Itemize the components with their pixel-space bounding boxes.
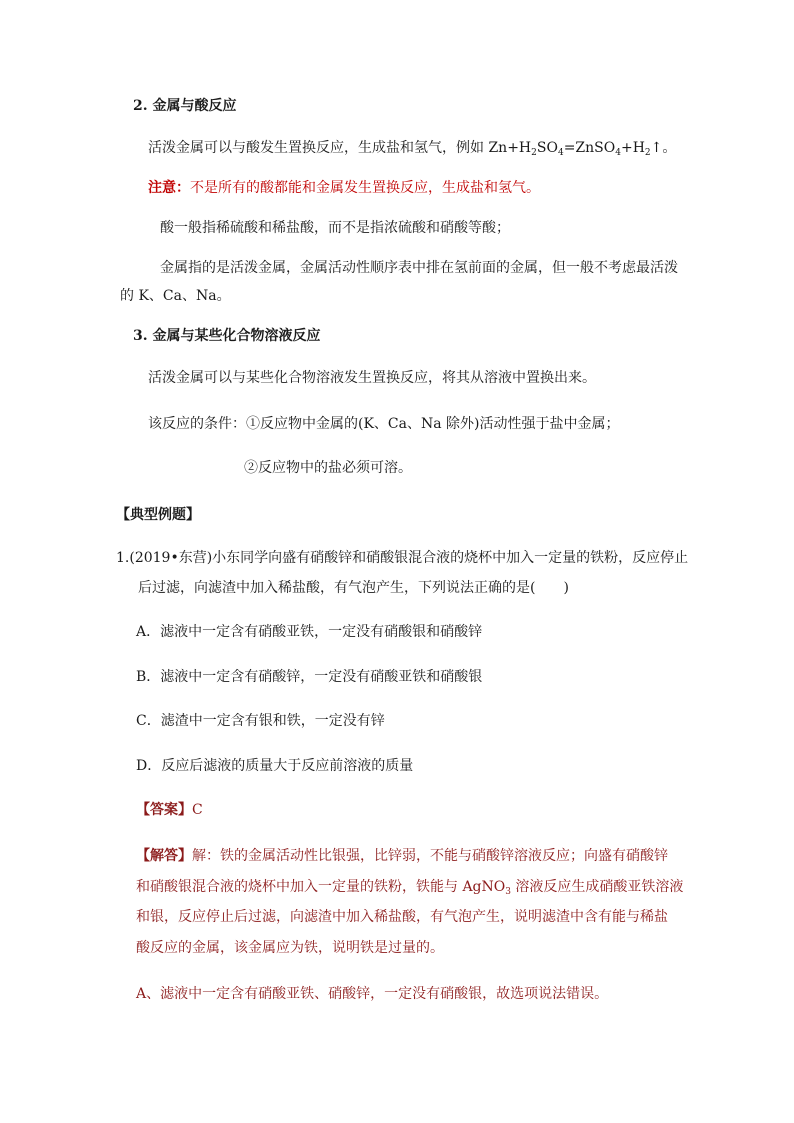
analysis-a: A、滤液中一定含有硝酸亚铁、硝酸锌，一定没有硝酸银，故选项说法错误。 [136,986,609,1002]
subscript: 4 [615,148,621,158]
note-acid: 酸一般指稀硫酸和稀盐酸，而不是指浓硫酸和硝酸等酸； [160,220,510,236]
text-run: ↑。 [650,140,677,156]
section-2-paragraph [148,138,676,158]
option-d: D．反应后滤液的质量大于反应前溶液的质量 [136,758,414,774]
subscript: 2 [531,148,537,158]
answer-line [136,800,203,820]
condition-2: ②反应物中的盐必须可溶。 [244,460,412,476]
section-2-heading: 2. 金属与酸反应 [133,98,237,114]
text-run: 和硝酸银混合液的烧杯中加入一定量的铁粉，铁能与 AgNO [136,879,506,895]
text-run: 溶液反应生成硝酸亚铁溶液 [510,879,684,895]
solution-line4: 酸反应的金属，该金属应为铁，说明铁是过量的。 [136,940,444,956]
option-b: B．滤液中一定含有硝酸锌，一定没有硝酸亚铁和硝酸银 [136,669,483,685]
subscript: 2 [644,148,651,158]
solution-label: 【解答】 [136,848,192,864]
subscript: 3 [505,887,511,897]
question-line1: 1.(2019•东营)小东同学向盛有硝酸锌和硝酸银混合液的烧杯中加入一定量的铁粉，反应停止 [116,550,689,566]
solution-line3: 和银，反应停止后过滤，向滤渣中加入稀盐酸，有气泡产生，说明滤渣中含有能与稀盐 [136,909,668,925]
answer-label: 【答案】 [136,802,192,818]
section-3-paragraph: 活泼金属可以与某些化合物溶液发生置换反应，将其从溶液中置换出来。 [148,370,596,386]
text-run: =ZnSO [563,140,616,156]
option-c: C．滤渣中一定含有银和铁，一定没有锌 [136,713,385,729]
examples-heading: 【典型例题】 [116,507,200,523]
text-run: 解：铁的金属活动性比银强，比锌弱，不能与硝酸锌溶液反应；向盛有硝酸锌 [192,848,668,864]
note-metal-line2: 的 K、Ca、Na。 [120,288,231,304]
text-run: SO [536,140,558,156]
option-a: A．滤液中一定含有硝酸亚铁，一定没有硝酸银和硝酸锌 [136,624,483,640]
solution-line1 [136,846,668,866]
note-line [148,178,540,198]
text-run: +H [620,140,645,156]
text-run: 活泼金属可以与酸发生置换反应，生成盐和氢气，例如 Zn+H [148,140,532,156]
condition-1: 该反应的条件：①反应物中金属的(K、Ca、Na 除外)活动性强于盐中金属； [148,416,620,432]
note-metal-line1: 金属指的是活泼金属，金属活动性顺序表中排在氢前面的金属，但一般不考虑最活泼 [160,260,678,276]
question-line2: 后过滤，向滤渣中加入稀盐酸，有气泡产生，下列说法正确的是( ) [138,580,569,596]
solution-line2 [136,877,683,897]
answer-value: C [192,802,203,818]
subscript: 4 [557,148,564,158]
section-3-heading: 3. 金属与某些化合物溶液反应 [133,328,321,344]
note-label: 注意： [148,180,190,196]
note-text: 不是所有的酸都能和金属发生置换反应，生成盐和氢气。 [190,180,540,196]
